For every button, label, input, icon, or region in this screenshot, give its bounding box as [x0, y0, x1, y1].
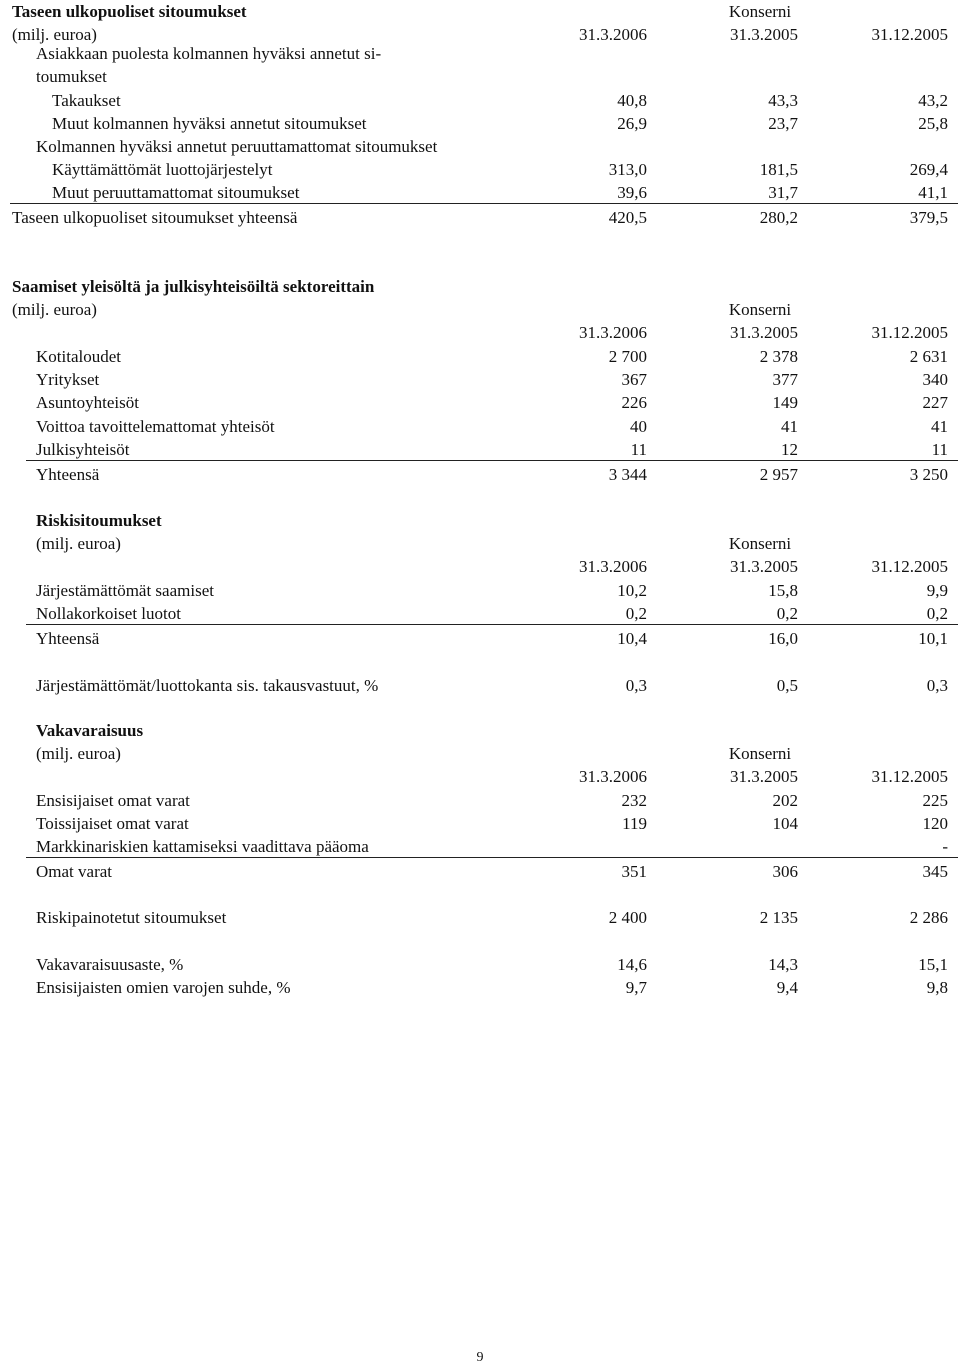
section4-unit: (milj. euroa): [36, 744, 121, 763]
section2-date-1: 31.3.2006: [579, 323, 647, 342]
value-2006q1: 313,0: [608, 160, 647, 179]
section1-category1-line2: [0, 65, 960, 88]
section3-date-3: 31.12.2005: [871, 557, 948, 576]
section4-date-1: 31.3.2006: [579, 767, 647, 786]
value-2005q4: 0,3: [926, 676, 948, 695]
row-label: Nollakorkoiset luotot: [36, 604, 181, 623]
total-label: Omat varat: [36, 862, 112, 881]
row-label: Ensisijaiset omat varat: [36, 791, 190, 810]
section2-title-row: [0, 275, 960, 298]
section2-divider: [26, 460, 958, 461]
row-label: Asuntoyhteisöt: [36, 393, 139, 412]
section3-group-label: Konserni: [728, 534, 792, 553]
value-2005q1: 43,3: [768, 91, 798, 110]
total-label: Taseen ulkopuoliset sitoumukset yhteensä: [12, 208, 298, 227]
row-label: Järjestämättömät saamiset: [36, 581, 214, 600]
section1-date-2: 31.3.2005: [730, 25, 798, 44]
section3-divider: [26, 624, 958, 625]
value-2005q4: 9,8: [926, 978, 948, 997]
value-2005q1: 9,4: [776, 978, 798, 997]
value-2005q1: 2 378: [759, 347, 798, 366]
section3-header-row: [0, 555, 960, 578]
value-2005q4: 225: [922, 791, 948, 810]
value-2005q1: 306: [772, 862, 798, 881]
row-label: Muut kolmannen hyväksi annetut sitoumukset: [52, 114, 367, 133]
section4-ratio-row: [0, 953, 960, 976]
table-row: [0, 602, 960, 625]
section3-unit-row: [0, 532, 960, 555]
section3-date-1: 31.3.2006: [579, 557, 647, 576]
value-2006q1: 226: [621, 393, 647, 412]
value-2005q4: 41,1: [918, 183, 948, 202]
section4-ratio-row: [0, 976, 960, 999]
section1-date-3: 31.12.2005: [871, 25, 948, 44]
table-row: [0, 89, 960, 112]
value-2005q4: 269,4: [909, 160, 948, 179]
table-row: [0, 789, 960, 812]
value-2005q4: 379,5: [909, 208, 948, 227]
section1-title-row: [0, 0, 960, 23]
section4-title: Vakavaraisuus: [36, 721, 144, 740]
table-row: [0, 345, 960, 368]
value-2005q1: 15,8: [768, 581, 798, 600]
value-2005q1: 2 957: [759, 465, 798, 484]
row-label: Käyttämättömät luottojärjestelyt: [52, 160, 273, 179]
value-2006q1: 40,8: [617, 91, 647, 110]
section1-group-label: Konserni: [728, 2, 792, 21]
ratio-label: Vakavaraisuusaste, %: [36, 955, 184, 974]
value-2006q1: 119: [622, 814, 647, 833]
value-2005q1: 41: [781, 417, 798, 436]
section1-date-1: 31.3.2006: [579, 25, 647, 44]
value-2005q4: 43,2: [918, 91, 948, 110]
section4-divider: [26, 857, 958, 858]
section2-date-3: 31.12.2005: [871, 323, 948, 342]
table-row: [0, 812, 960, 835]
value-2005q1: 14,3: [768, 955, 798, 974]
table-row: [0, 835, 960, 858]
row-label: Kotitaloudet: [36, 347, 121, 366]
section2-total-row: [0, 463, 960, 486]
value-2005q1: 181,5: [759, 160, 798, 179]
value-2006q1: 2 400: [608, 908, 647, 927]
ratio-label: Ensisijaisten omien varojen suhde, %: [36, 978, 291, 997]
value-2005q4: 2 631: [909, 347, 948, 366]
value-2005q1: 12: [781, 440, 798, 459]
value-2005q4: 11: [931, 440, 948, 459]
table-row: [0, 181, 960, 204]
ratio-label: Järjestämättömät/luottokanta sis. takausvastuut, %: [36, 676, 379, 695]
value-2005q4: 25,8: [918, 114, 948, 133]
row-label: Yritykset: [36, 370, 100, 389]
value-2005q4: 3 250: [909, 465, 948, 484]
value-2005q1: 149: [772, 393, 798, 412]
value-2006q1: 40: [630, 417, 647, 436]
row-label: Muut peruuttamattomat sitoumukset: [52, 183, 300, 202]
table-row: [0, 158, 960, 181]
value-2006q1: 0,2: [625, 604, 647, 623]
value-2006q1: 351: [621, 862, 647, 881]
value-2006q1: 14,6: [617, 955, 647, 974]
value-2006q1: 2 700: [608, 347, 647, 366]
section3-total-row: [0, 627, 960, 650]
value-2005q4: 15,1: [918, 955, 948, 974]
value-2005q1: 280,2: [759, 208, 798, 227]
section2-unit: (milj. euroa): [12, 300, 97, 319]
value-2005q4: 10,1: [918, 629, 948, 648]
row-label: Toissijaiset omat varat: [36, 814, 189, 833]
section2-header-row: [0, 321, 960, 344]
section4-group-label: Konserni: [728, 744, 792, 763]
value-2005q1: 2 135: [759, 908, 798, 927]
section1-total-row: [0, 206, 960, 229]
value-2005q4: 120: [922, 814, 948, 833]
table-row: [0, 391, 960, 414]
value-2005q4: 9,9: [926, 581, 948, 600]
value-2005q1: 0,5: [776, 676, 798, 695]
value-2005q4: 41: [931, 417, 948, 436]
section2-unit-row: [0, 298, 960, 321]
value-2006q1: 232: [621, 791, 647, 810]
value-2005q1: 23,7: [768, 114, 798, 133]
value-2006q1: 0,3: [625, 676, 647, 695]
section3-unit: (milj. euroa): [36, 534, 121, 553]
section3-title: Riskisitoumukset: [36, 511, 162, 530]
value-2005q1: 16,0: [768, 629, 798, 648]
section1-category1-text2: toumukset: [36, 67, 107, 86]
value-2006q1: 3 344: [608, 465, 647, 484]
section4-header-row: [0, 765, 960, 788]
section2-title: Saamiset yleisöltä ja julkisyhteisöiltä sektoreittain: [12, 277, 375, 296]
value-2006q1: 39,6: [617, 183, 647, 202]
total-label: Yhteensä: [36, 465, 100, 484]
section4-unit-row: [0, 742, 960, 765]
value-2006q1: 10,2: [617, 581, 647, 600]
value-2005q1: 104: [772, 814, 798, 833]
section3-ratio-row: [0, 674, 960, 697]
section1-category2-row: [0, 135, 960, 158]
value-2006q1: 26,9: [617, 114, 647, 133]
value-2005q4: 227: [922, 393, 948, 412]
value-2005q4: -: [942, 837, 948, 856]
value-2005q4: 0,2: [926, 604, 948, 623]
section1-unit: (milj. euroa): [12, 25, 97, 44]
section2-group-label: Konserni: [728, 300, 792, 319]
value-2005q1: 0,2: [776, 604, 798, 623]
page-number: 9: [476, 1350, 484, 1365]
riskweighted-label: Riskipainotetut sitoumukset: [36, 908, 227, 927]
section4-date-3: 31.12.2005: [871, 767, 948, 786]
section2-date-2: 31.3.2005: [730, 323, 798, 342]
row-label: Markkinariskien kattamiseksi vaadittava pääoma: [36, 837, 369, 856]
value-2005q4: 345: [922, 862, 948, 881]
section1-divider: [10, 203, 958, 204]
section4-date-2: 31.3.2005: [730, 767, 798, 786]
section1-category2-text: Kolmannen hyväksi annetut peruuttamattomat sitoumukset: [36, 137, 438, 156]
table-row: [0, 415, 960, 438]
row-label: Voittoa tavoittelemattomat yhteisöt: [36, 417, 275, 436]
value-2005q4: 340: [922, 370, 948, 389]
total-label: Yhteensä: [36, 629, 100, 648]
value-2005q1: 377: [772, 370, 798, 389]
section1-title: Taseen ulkopuoliset sitoumukset: [12, 2, 247, 21]
section3-date-2: 31.3.2005: [730, 557, 798, 576]
value-2006q1: 11: [630, 440, 647, 459]
section3-title-row: [0, 509, 960, 532]
value-2005q1: 31,7: [768, 183, 798, 202]
row-label: Takaukset: [52, 91, 121, 110]
section4-total-row: [0, 860, 960, 883]
value-2005q1: 202: [772, 791, 798, 810]
value-2006q1: 10,4: [617, 629, 647, 648]
table-row: [0, 579, 960, 602]
table-row: [0, 112, 960, 135]
value-2006q1: 367: [621, 370, 647, 389]
value-2006q1: 420,5: [608, 208, 647, 227]
value-2005q4: 2 286: [909, 908, 948, 927]
table-row: [0, 438, 960, 461]
section1-category1-text1: Asiakkaan puolesta kolmannen hyväksi annetut si-: [36, 44, 382, 63]
table-row: [0, 368, 960, 391]
section1-category1-line1: [0, 42, 960, 65]
row-label: Julkisyhteisöt: [36, 440, 130, 459]
section4-riskweighted-row: [0, 906, 960, 929]
value-2006q1: 9,7: [625, 978, 647, 997]
section4-title-row: [0, 719, 960, 742]
